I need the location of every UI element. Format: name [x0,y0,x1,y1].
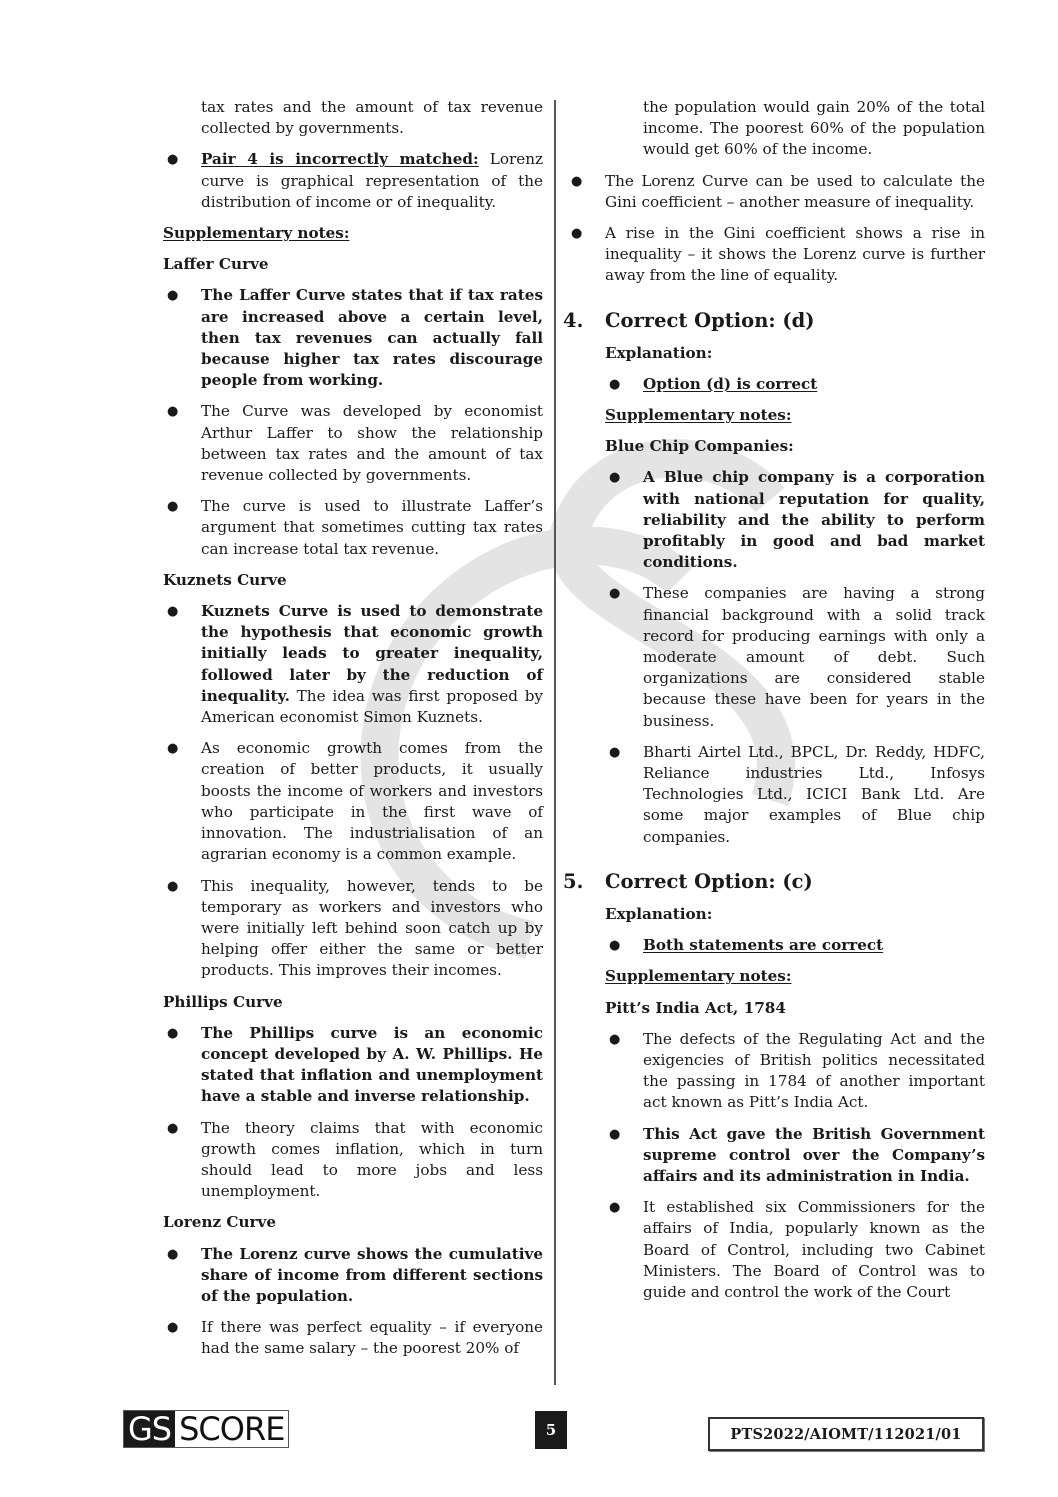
question-5-heading [563,870,985,894]
bullet-icon: ● [167,499,179,515]
list-item [163,1244,543,1308]
lorenz-bullet-text: The Lorenz curve shows the cumulative share of income from different sections of the population. [201,1244,543,1305]
blue-chip-heading: Blue Chip Companies: [605,437,794,456]
laffer-bullet-text: The curve is used to illustrate Laffer’s argument that sometimes cutting tax rates can increase total tax revenue. [201,497,543,558]
lorenz-heading: Lorenz Curve [163,1213,277,1232]
bullet-icon: ● [609,586,621,602]
bullet-icon: ● [609,376,621,392]
lorenz-bullet-text: A rise in the Gini coefficient shows a rise in inequality – it shows the Lorenz curve is further away from the line of equality. [605,224,985,285]
supplementary-notes-heading: Supplementary notes: [163,224,350,243]
continued-text: the population would gain 20% of the total income. The poorest 60% of the population would get 60% of the income. [643,98,985,159]
list-item [605,374,985,395]
kuznets-bold-text: Kuznets Curve is used to demonstrate the hypothesis that economic growth initially leads to greater inequality, followed later by the reduction of inequality. [201,602,543,705]
bullet-icon: ● [167,1320,179,1336]
blue-chip-bullet-text: These companies are having a strong financial background with a solid track record for producing earnings with only a moderate amount of debt. Such organizations are considered stable because these have been for years in the business. [643,584,985,730]
explanation-answer: Both statements are correct [643,936,884,955]
list-item [605,1124,985,1188]
kuznets-bullet-text: This inequality, however, tends to be temporary as workers and investors who were initially left behind soon catch up by helping offer either the same or better products. This improves their incomes. [201,876,543,980]
laffer-heading: Laffer Curve [163,255,269,274]
bullet-icon: ● [609,938,621,954]
list-item [567,171,985,213]
phillips-bullet-text: The theory claims that with economic growth comes inflation, which in turn should lead to more jobs and less unemployment. [201,1118,543,1201]
question-title: Correct Option: (c) [605,869,813,893]
explanation-answer: Option (d) is correct [643,374,818,393]
list-item [163,1118,543,1203]
laffer-bullet-text: The Laffer Curve states that if tax rates are increased above a certain level, then tax revenues can actually fall because higher tax rates discourage people from working. [201,286,543,390]
bullet-icon: ● [167,288,179,304]
document-code: PTS2022/AIOMT/112021/01 [708,1417,984,1451]
kuznets-heading: Kuznets Curve [163,570,287,589]
bullet-icon: ● [609,1031,621,1047]
supplementary-notes-heading: Supplementary notes: [605,406,792,425]
list-item [163,738,543,865]
bullet-icon: ● [167,404,179,420]
bullet-icon: ● [167,1025,179,1041]
bullet-icon: ● [167,878,179,894]
kuznets-text: The idea was first proposed by American economist Simon Kuznets. [201,686,543,727]
list-item [605,1029,985,1114]
list-item [605,467,985,573]
list-item [605,742,985,848]
page-number: 5 [535,1411,567,1449]
bullet-icon: ● [609,1126,621,1142]
list-item [605,935,985,956]
phillips-heading: Phillips Curve [163,992,283,1011]
right-column [563,97,985,1313]
question-number: 5. [563,869,584,893]
laffer-bullet-text: The Curve was developed by economist Arthur Laffer to show the relationship between tax rates and the amount of tax revenue collected by governments. [201,402,543,485]
kuznets-bullet-text: As economic growth comes from the creation of better products, it usually boosts the income of workers and investors who participate in the first wave of innovation. The industrialisation of an agrarian economy is a common example. [201,739,543,864]
explanation-label: Explanation: [605,904,713,923]
bullet-icon: ● [167,1246,179,1262]
bullet-icon: ● [167,1120,179,1136]
lorenz-bullet-text: The Lorenz Curve can be used to calculate the Gini coefficient – another measure of inequality. [605,171,985,211]
list-item [163,149,543,213]
continued-text: tax rates and the amount of tax revenue collected by governments. [201,98,543,138]
list-item [605,583,985,731]
bullet-icon: ● [609,470,621,486]
question-4-heading [563,309,985,333]
list-item [163,401,543,486]
explanation-label: Explanation: [605,343,713,362]
bullet-icon: ● [571,226,583,242]
list-item [163,1317,543,1359]
bullet-icon: ● [167,741,179,757]
column-divider [554,100,556,1385]
question-number: 4. [563,308,584,332]
supplementary-notes-heading: Supplementary notes: [605,967,792,986]
gs-score-logo [123,1410,289,1448]
pitt-bullet-text: This Act gave the British Government supreme control over the Company’s affairs and its administration in India. [643,1124,985,1185]
pair4-lead: Pair 4 is incorrectly matched: [201,150,479,169]
bullet-icon: ● [167,604,179,620]
left-column [163,97,543,1370]
pair4-text: Lorenz curve is graphical representation of the distribution of income or of inequality. [201,150,543,211]
pitts-india-act-heading: Pitt’s India Act, 1784 [605,998,786,1017]
list-item [163,496,543,560]
list-item [163,601,543,728]
blue-chip-bullet-text: A Blue chip company is a corporation with national reputation for quality, reliability and the ability to perform profitably in good and bad market conditions. [643,468,985,572]
list-item [163,1023,543,1108]
bullet-icon: ● [609,744,621,760]
question-title: Correct Option: (d) [605,308,815,332]
list-item [567,223,985,287]
list-item [163,876,543,982]
bullet-icon: ● [609,1200,621,1216]
pitt-bullet-text: The defects of the Regulating Act and the exigencies of British politics necessitated the passing in 1784 of another important act known as Pitt’s India Act. [643,1029,985,1112]
list-item [163,285,543,391]
list-item [605,1197,985,1303]
logo-gs: GS [124,1411,175,1447]
blue-chip-bullet-text: Bharti Airtel Ltd., BPCL, Dr. Reddy, HDFC, Reliance industries Ltd., Infosys Technologies Ltd., ICICI Bank Ltd. Are some major examples of Blue chip companies. [643,742,985,846]
bullet-icon: ● [571,173,583,189]
pitt-bullet-text: It established six Commissioners for the affairs of India, popularly known as the Board of Control, including two Cabinet Ministers. The Board of Control was to guide and control the work of the Court [643,1198,985,1301]
phillips-bullet-text: The Phillips curve is an economic concept developed by A. W. Phillips. He stated that inflation and unemployment have a stable and inverse relationship. [201,1023,543,1106]
lorenz-bullet-text: If there was perfect equality – if everyone had the same salary – the poorest 20% of [201,1318,543,1358]
logo-score: SCORE [179,1410,285,1448]
bullet-icon: ● [167,152,179,168]
